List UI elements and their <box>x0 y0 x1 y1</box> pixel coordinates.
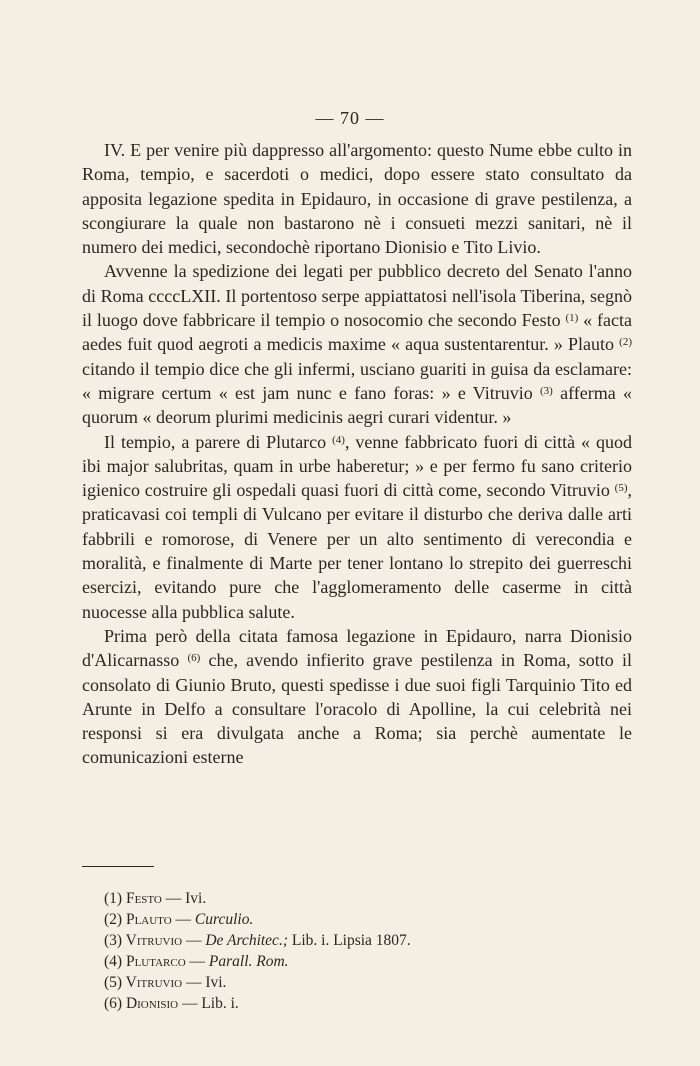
footnote-author: Plauto <box>122 911 172 928</box>
footnote-item <box>104 888 624 909</box>
footnote-separator: — <box>161 890 186 907</box>
footnote-item <box>104 972 624 993</box>
text-run: citando il tempio dice che gli infermi, usciano guariti in guisa da esclamare: « migrare certum « est jam nunc e fano foras: » e Vitruvio <box>82 358 632 403</box>
footnote-marker: (2) <box>619 336 632 349</box>
text-run: Prima però della citata famosa legazione in Epidauro, narra Dionisio d'Alicarnasso <box>82 625 632 671</box>
footnote-reference: Ivi. <box>205 974 227 991</box>
text-run: che, avendo infierito grave pestilenza in Roma, sotto il consolato di Giunio Bruto, questi spedisse i due suoi figli Tarquinio Tito ed Arunte in Delfo a consultare l'oracolo di Apolline, la cui celebrità nei responsi si era divulgata anche a Roma; sia perchè aumentate le comunicazioni esterne <box>82 650 633 768</box>
footnote-extra: Lib. i. Lipsia 1807. <box>287 932 411 949</box>
paragraph <box>82 624 632 770</box>
footnote-item <box>104 930 624 951</box>
footnote-separator: — <box>185 953 209 970</box>
text-run: « facta aedes fuit quod aegroti a medicis maxime « aqua sustentarentur. » Plauto <box>82 310 633 355</box>
footnote-number: (5) <box>104 974 123 991</box>
text-run: Avvenne la spedizione dei legati per pubblico decreto del Senato l'anno di Roma ccccLXII. Il portentoso serpe appiattatosi nell'isola Tiberina, segnò il luogo dove fabbricare il tempio o nosocomio che secondo Festo <box>82 261 632 331</box>
footnote-item <box>104 993 624 1014</box>
text-run: afferma « quorum « deorum plurimi medicinis aegri curari videntur. » <box>82 382 632 428</box>
footnote-reference: Ivi. <box>185 890 207 907</box>
footnote-reference: De Architec.; <box>205 932 288 949</box>
text-run: Il tempio, a parere di Plutarco <box>104 431 333 452</box>
footnote-marker: (3) <box>539 384 553 397</box>
footnote-author: Vitruvio <box>122 974 183 991</box>
paragraph <box>82 138 632 259</box>
footnote-separator: — <box>171 911 195 928</box>
footnote-author: Plutarco <box>122 953 186 970</box>
text-run: , venne fabbricato fuori di città « quod ibi major salubritas, quam in urbe haberetur; » e per fermo fu sano criterio igienico costruire gli ospedali quasi fuori di città come, secondo Vitruvio <box>82 431 632 501</box>
footnote-marker: (6) <box>187 652 201 665</box>
footnote-author: Vitruvio <box>122 932 183 949</box>
page-number: — 70 — <box>315 108 385 128</box>
paragraph <box>82 259 632 429</box>
body-text <box>82 138 632 770</box>
footnote-number: (4) <box>104 953 123 970</box>
footnote-divider <box>82 866 154 867</box>
footnote-reference: Lib. i. <box>201 995 239 1012</box>
footnote-author: Dionisio <box>122 995 179 1012</box>
footnote-item <box>104 909 624 930</box>
footnote-marker: (4) <box>332 433 345 446</box>
footnote-marker: (5) <box>614 482 628 495</box>
footnote-author: Festo <box>122 890 162 907</box>
footnotes <box>104 888 624 1014</box>
paragraph <box>82 430 632 624</box>
footnote-number: (2) <box>104 911 123 928</box>
footnote-reference: Parall. Rom. <box>208 953 289 970</box>
footnote-separator: — <box>182 932 206 949</box>
footnote-number: (6) <box>104 995 123 1012</box>
text-run: IV. E per venire più dappresso all'argomento: questo Nume ebbe culto in Roma, tempio, e sacerdoti o medici, dopo essere stato consultato da apposita legazione spedita in Epidauro, in occasione di grave pestilenza, a scongiurare la quale non bastarono nè i consueti mezzi sanitari, nè il numero dei medici, secondochè riportano Dionisio e Tito Livio. <box>82 140 632 258</box>
footnote-separator: — <box>182 974 206 991</box>
footnote-number: (1) <box>104 890 123 907</box>
text-run: , praticavasi coi templi di Vulcano per evitare il disturbo che deriva dalle arti fabbrili e romorose, di Venere per un alto sentimento di verecondia e moralità, e finalmente di Marte per tener lontano lo strepito dei guerreschi esercizi, evitando pure che l'agglomeramento delle caserme in città nuocesse alla pubblica salute. <box>82 480 632 622</box>
footnote-number: (3) <box>104 932 123 949</box>
footnote-reference: Curculio. <box>194 911 254 928</box>
footnote-marker: (1) <box>565 312 579 325</box>
footnote-item <box>104 951 624 972</box>
footnote-separator: — <box>178 995 202 1012</box>
